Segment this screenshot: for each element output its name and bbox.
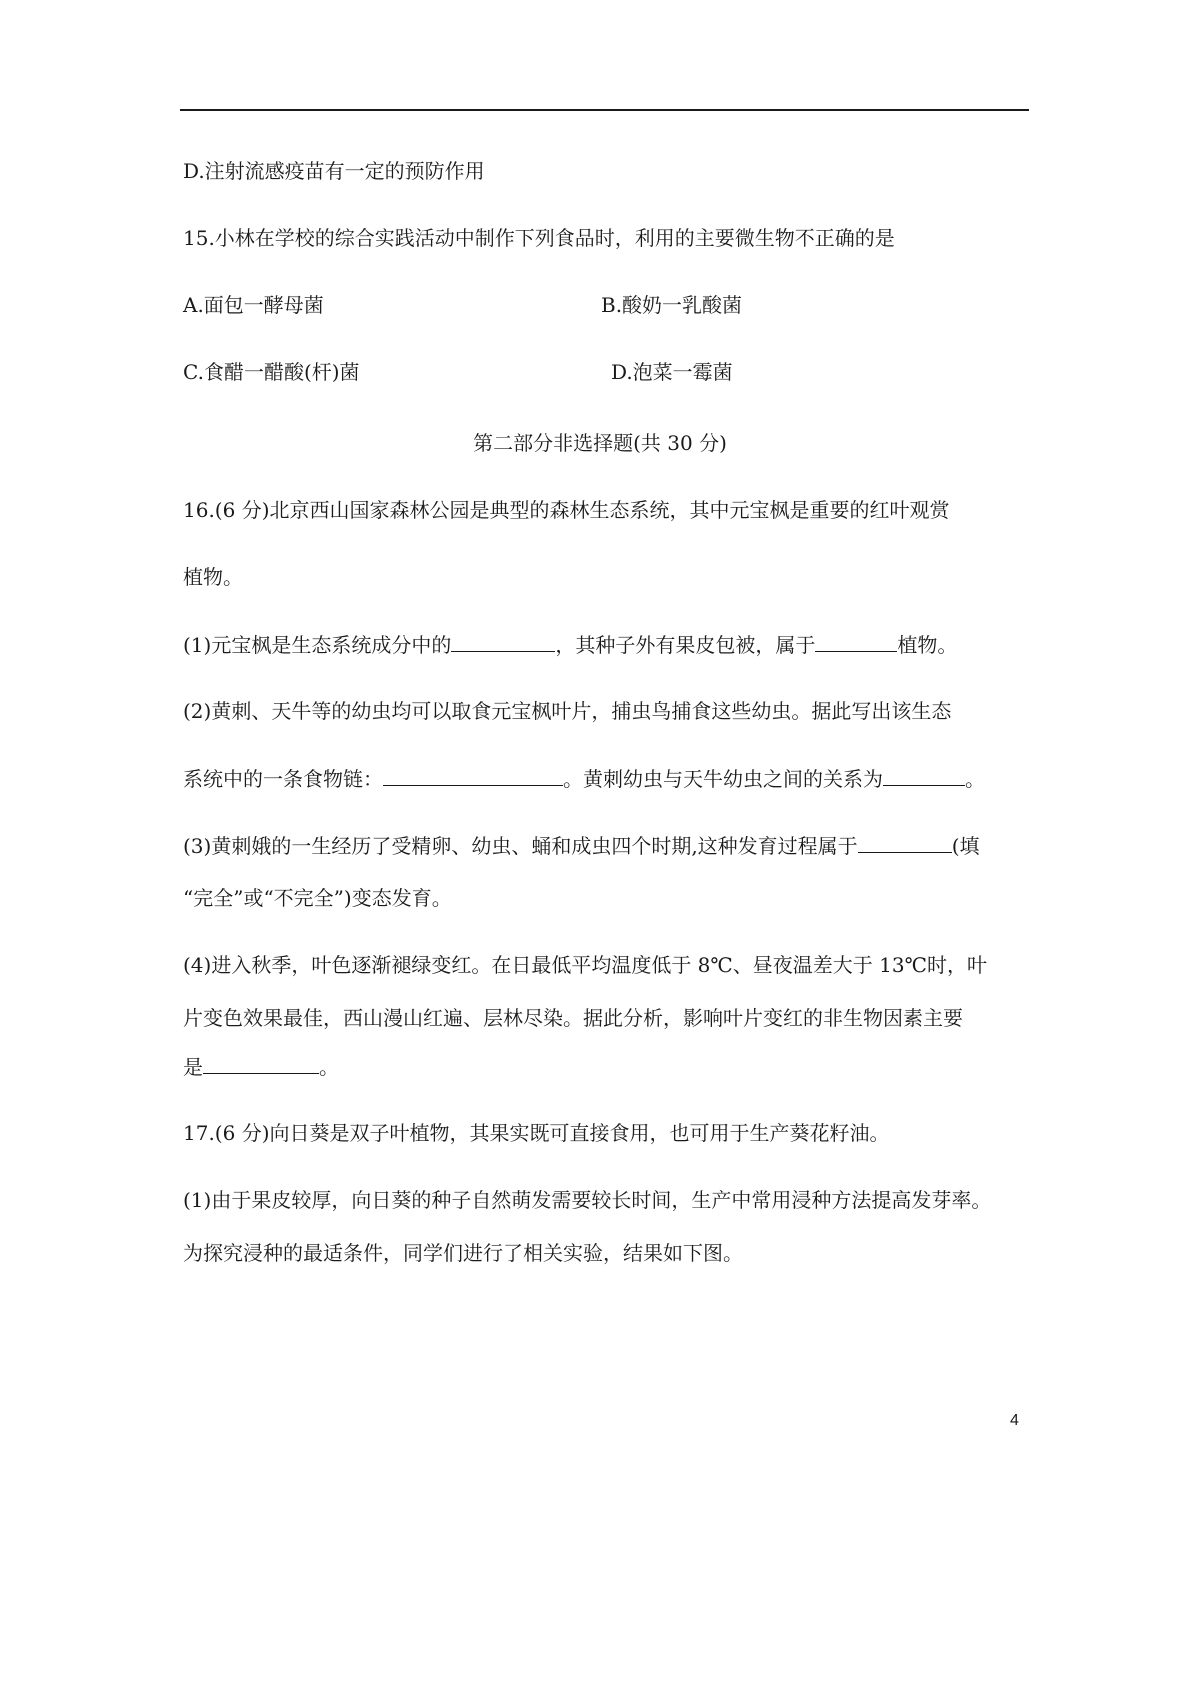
- q15-option-b: B.酸奶一乳酸菌: [601, 293, 743, 317]
- header-rule: [180, 109, 1029, 111]
- q16-part4-line1: (4)进入秋季，叶色逐渐褪绿变红。在日最低平均温度低于 8℃、昼夜温差大于 13℃时，叶: [183, 953, 987, 977]
- q15-options-row1: [183, 291, 743, 319]
- q17-part1-line1: (1)由于果皮较厚，向日葵的种子自然萌发需要较长时间，生产中常用浸种方法提高发芽率。: [183, 1188, 992, 1212]
- answer-blank-ecosystem-role[interactable]: [451, 630, 555, 652]
- answer-blank-metamorphosis[interactable]: [858, 831, 952, 853]
- q15-stem: 15.小林在学校的综合实践活动中制作下列食品时，利用的主要微生物不正确的是: [183, 226, 895, 250]
- q16-part3-text-a: (3)黄刺娥的一生经历了受精卵、幼虫、蛹和成虫四个时期,这种发育过程属于: [183, 834, 858, 858]
- q16-part3-text-b: (填: [951, 834, 980, 858]
- q16-part4-text-a: 是: [183, 1055, 203, 1079]
- q16-part4-line3: [183, 1052, 339, 1081]
- page-number: 4: [1010, 1412, 1019, 1429]
- answer-blank-relationship[interactable]: [883, 764, 965, 786]
- q16-part1-text-c: 植物。: [897, 633, 958, 657]
- q17-part1-line2: 为探究浸种的最适条件，同学们进行了相关实验，结果如下图。: [183, 1241, 743, 1265]
- q16-stem-line1: 16.(6 分)北京西山国家森林公园是典型的森林生态系统，其中元宝枫是重要的红叶观赏: [183, 498, 950, 522]
- q14-option-d: D.注射流感疫苗有一定的预防作用: [183, 159, 485, 183]
- answer-blank-plant-type[interactable]: [815, 630, 897, 652]
- q16-part2-line1: (2)黄刺、天牛等的幼虫均可以取食元宝枫叶片，捕虫鸟捕食这些幼虫。据此写出该生态: [183, 699, 952, 723]
- q15-option-c: C.食醋一醋酸(杆)菌: [183, 360, 360, 384]
- q16-part4-text-b: 。: [319, 1055, 339, 1079]
- q16-part2-text-c: 。: [965, 767, 985, 791]
- q16-part3-line1: [183, 831, 980, 860]
- q16-part4-line2: 片变色效果最佳，西山漫山红遍、层林尽染。据此分析，影响叶片变红的非生物因素主要: [183, 1006, 963, 1030]
- q16-part2-text-a: 系统中的一条食物链：: [183, 767, 383, 791]
- q16-part1-text-a: (1)元宝枫是生态系统成分中的: [183, 633, 452, 657]
- q15-option-d: D.泡菜一霉菌: [611, 360, 733, 384]
- q15-option-a: A.面包一酵母菌: [183, 293, 324, 317]
- q16-part1-text-b: ，其种子外有果皮包被，属于: [555, 633, 816, 657]
- answer-blank-abiotic-factor[interactable]: [203, 1052, 319, 1074]
- q16-part2-text-b: 。黄刺幼虫与天牛幼虫之间的关系为: [563, 767, 883, 791]
- q17-stem: 17.(6 分)向日葵是双子叶植物，其果实既可直接食用，也可用于生产葵花籽油。: [183, 1121, 890, 1145]
- q16-part2-line2: [183, 764, 985, 793]
- q16-part1: [183, 630, 957, 659]
- q15-options-row2: [183, 358, 733, 386]
- answer-blank-food-chain[interactable]: [383, 764, 563, 786]
- q16-stem-line2: 植物。: [183, 565, 243, 589]
- q16-part3-line2: “完全”或“不完全”)变态发育。: [183, 886, 452, 910]
- section2-title: 第二部分非选择题(共 30 分): [473, 431, 727, 455]
